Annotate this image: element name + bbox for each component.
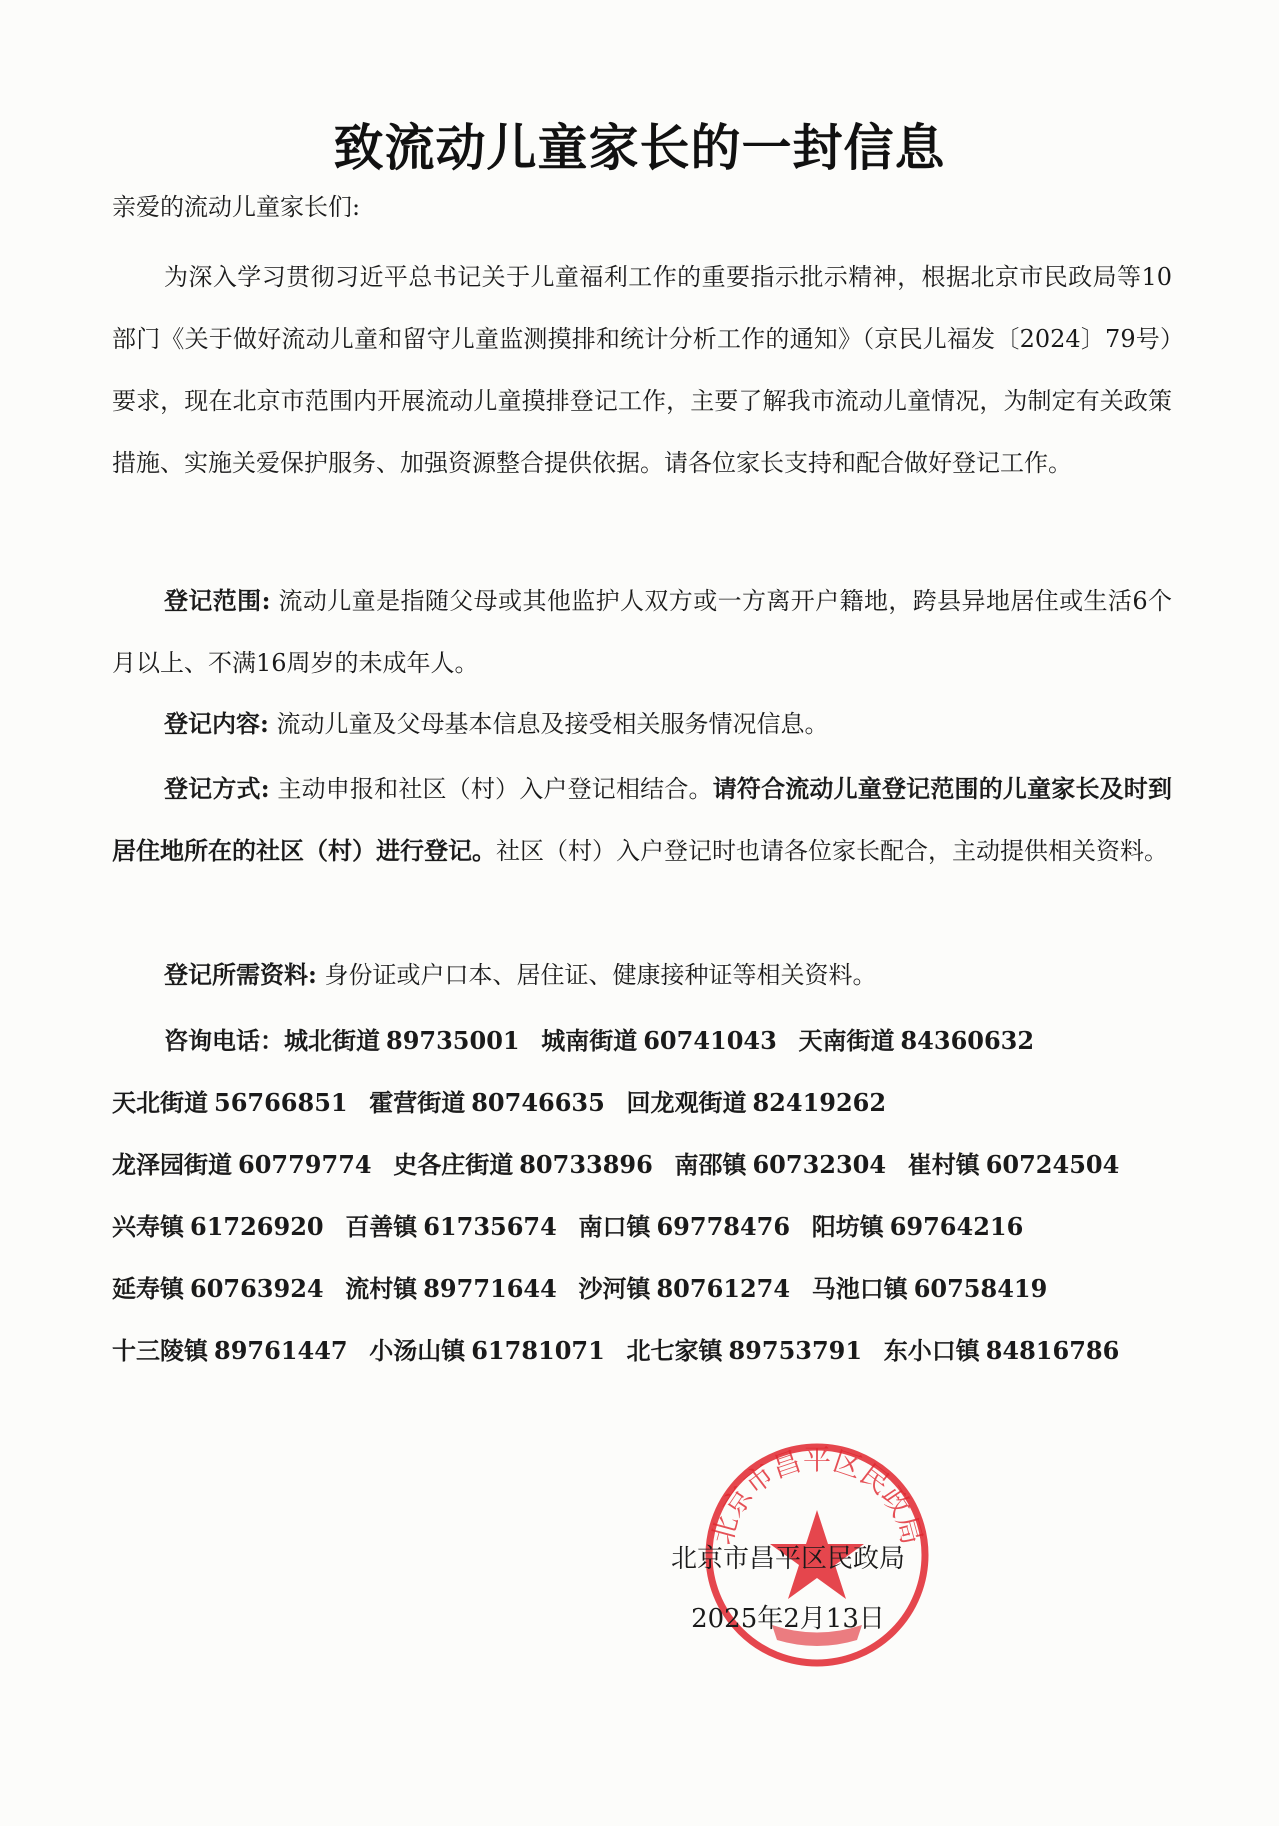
scope-label: 登记范围: — [164, 586, 271, 615]
contact-phone: 80761274 — [656, 1274, 791, 1303]
contact-name: 南邵镇 — [674, 1150, 747, 1179]
contact-phone: 80733896 — [519, 1150, 653, 1179]
contact-phone: 89761447 — [214, 1336, 348, 1365]
contact-phone: 89771644 — [423, 1274, 557, 1303]
contact-phone: 60763924 — [190, 1274, 324, 1303]
contact-item — [112, 1258, 324, 1320]
signature-org: 北京市昌平区民政局 — [670, 1544, 905, 1574]
scope-paragraph — [112, 570, 1172, 694]
intro-paragraph: 为深入学习贯彻习近平总书记关于儿童福利工作的重要指示批示精神，根据北京市民政局等10部门《关于做好流动儿童和留守儿童监测摸排和统计分析工作的通知》（京民儿福发〔2024〕79号）要求，现在北京市范围内开展流动儿童摸排登记工作，主要了解我市流动儿童情况，为制定有关政策措施、实施关爱保护服务、加强资源整合提供依据。请各位家长支持和配合做好登记工作。 — [112, 263, 1172, 477]
contact-item — [112, 1196, 324, 1258]
contact-item — [112, 1134, 372, 1196]
contact-phone: 61726920 — [190, 1212, 324, 1241]
contact-item — [626, 1072, 886, 1134]
contact-name: 崔村镇 — [907, 1150, 980, 1179]
contact-name: 天南街道 — [798, 1026, 895, 1055]
method-text-2: 社区（村）入户登记时也请各位家长配合，主动提供相关资料。 — [496, 837, 1168, 865]
contact-item — [812, 1196, 1024, 1258]
contact-name: 回龙观街道 — [626, 1088, 747, 1117]
contact-name: 沙河镇 — [578, 1274, 651, 1303]
greeting: 亲爱的流动儿童家长们: — [112, 193, 361, 221]
contact-phone: 61781071 — [471, 1336, 605, 1365]
contact-item — [812, 1258, 1048, 1320]
contact-item — [284, 1010, 520, 1072]
contact-item — [884, 1320, 1120, 1382]
contact-item — [345, 1196, 557, 1258]
contact-phone: 60779774 — [238, 1150, 372, 1179]
contact-item — [393, 1134, 653, 1196]
contact-name: 天北街道 — [112, 1088, 208, 1117]
contact-item — [369, 1072, 605, 1134]
contact-item — [112, 1320, 348, 1382]
contact-name: 兴寿镇 — [112, 1212, 184, 1241]
contact-item — [112, 1072, 348, 1134]
contact-item — [541, 1010, 777, 1072]
contact-name: 百善镇 — [345, 1212, 418, 1241]
materials-label: 登记所需资料: — [164, 960, 317, 989]
materials-text: 身份证或户口本、居住证、健康接种证等相关资料。 — [324, 961, 877, 989]
contact-item — [674, 1134, 886, 1196]
contact-phone: 60741043 — [643, 1026, 777, 1055]
seal-text: 北京市昌平区民政局 — [705, 1442, 929, 1548]
method-label: 登记方式: — [164, 774, 270, 803]
contact-name: 小汤山镇 — [369, 1336, 466, 1365]
contact-name: 阳坊镇 — [811, 1212, 884, 1241]
contact-name: 南口镇 — [578, 1212, 651, 1241]
contact-phone: 82419262 — [752, 1088, 887, 1117]
contact-phone: 60724504 — [985, 1150, 1120, 1179]
signature-date: 2025年2月13日 — [691, 1604, 885, 1634]
contact-name: 城南街道 — [541, 1026, 638, 1055]
contact-name: 流村镇 — [345, 1274, 418, 1303]
method-text: 主动申报和社区（村）入户登记相结合。 — [277, 775, 713, 803]
content-paragraph — [112, 693, 1172, 755]
contact-item — [578, 1258, 790, 1320]
contact-item — [626, 1320, 862, 1382]
materials-paragraph — [112, 944, 1172, 1006]
contact-item — [798, 1010, 1034, 1072]
contact-phone: 84360632 — [900, 1026, 1035, 1055]
contact-phone: 69778476 — [656, 1212, 791, 1241]
contact-name: 北七家镇 — [626, 1336, 723, 1365]
content-text: 流动儿童及父母基本信息及接受相关服务情况信息。 — [276, 710, 829, 738]
contact-phone: 60758419 — [913, 1274, 1048, 1303]
scope-text: 流动儿童是指随父母或其他监护人双方或一方离开户籍地，跨县异地居住或生活6个月以上、不满16周岁的未成年人。 — [112, 587, 1172, 677]
contact-phone: 60732304 — [752, 1150, 887, 1179]
contact-name: 城北街道 — [284, 1026, 380, 1055]
contact-phone: 89735001 — [386, 1026, 520, 1055]
contacts-block — [112, 1010, 1172, 1382]
contact-name: 霍营街道 — [369, 1088, 466, 1117]
contact-list — [112, 1027, 1133, 1365]
contact-name: 龙泽园街道 — [112, 1150, 232, 1179]
contact-phone: 80746635 — [471, 1088, 605, 1117]
contact-item — [908, 1134, 1120, 1196]
contact-phone: 61735674 — [423, 1212, 557, 1241]
contact-phone: 69764216 — [889, 1212, 1024, 1241]
contact-name: 马池口镇 — [811, 1274, 908, 1303]
contact-name: 史各庄街道 — [393, 1150, 514, 1179]
contact-phone: 56766851 — [214, 1088, 348, 1117]
contact-phone: 89753791 — [728, 1336, 863, 1365]
contact-name: 十三陵镇 — [112, 1336, 208, 1365]
contact-name: 东小口镇 — [883, 1336, 980, 1365]
contact-item — [578, 1196, 790, 1258]
content-label: 登记内容: — [164, 709, 269, 738]
method-emphasis: 请符合流动儿童登记范围的儿童家长及时到居住地所在的社区（村）进行登记。 — [112, 774, 1172, 865]
document-title: 致流动儿童家长的一封信息 — [333, 119, 946, 177]
contacts-label: 咨询电话： — [164, 1026, 284, 1055]
contact-item — [345, 1258, 557, 1320]
method-paragraph — [112, 758, 1172, 882]
contact-phone: 84816786 — [985, 1336, 1120, 1365]
contact-name: 延寿镇 — [112, 1274, 184, 1303]
contact-item — [369, 1320, 605, 1382]
